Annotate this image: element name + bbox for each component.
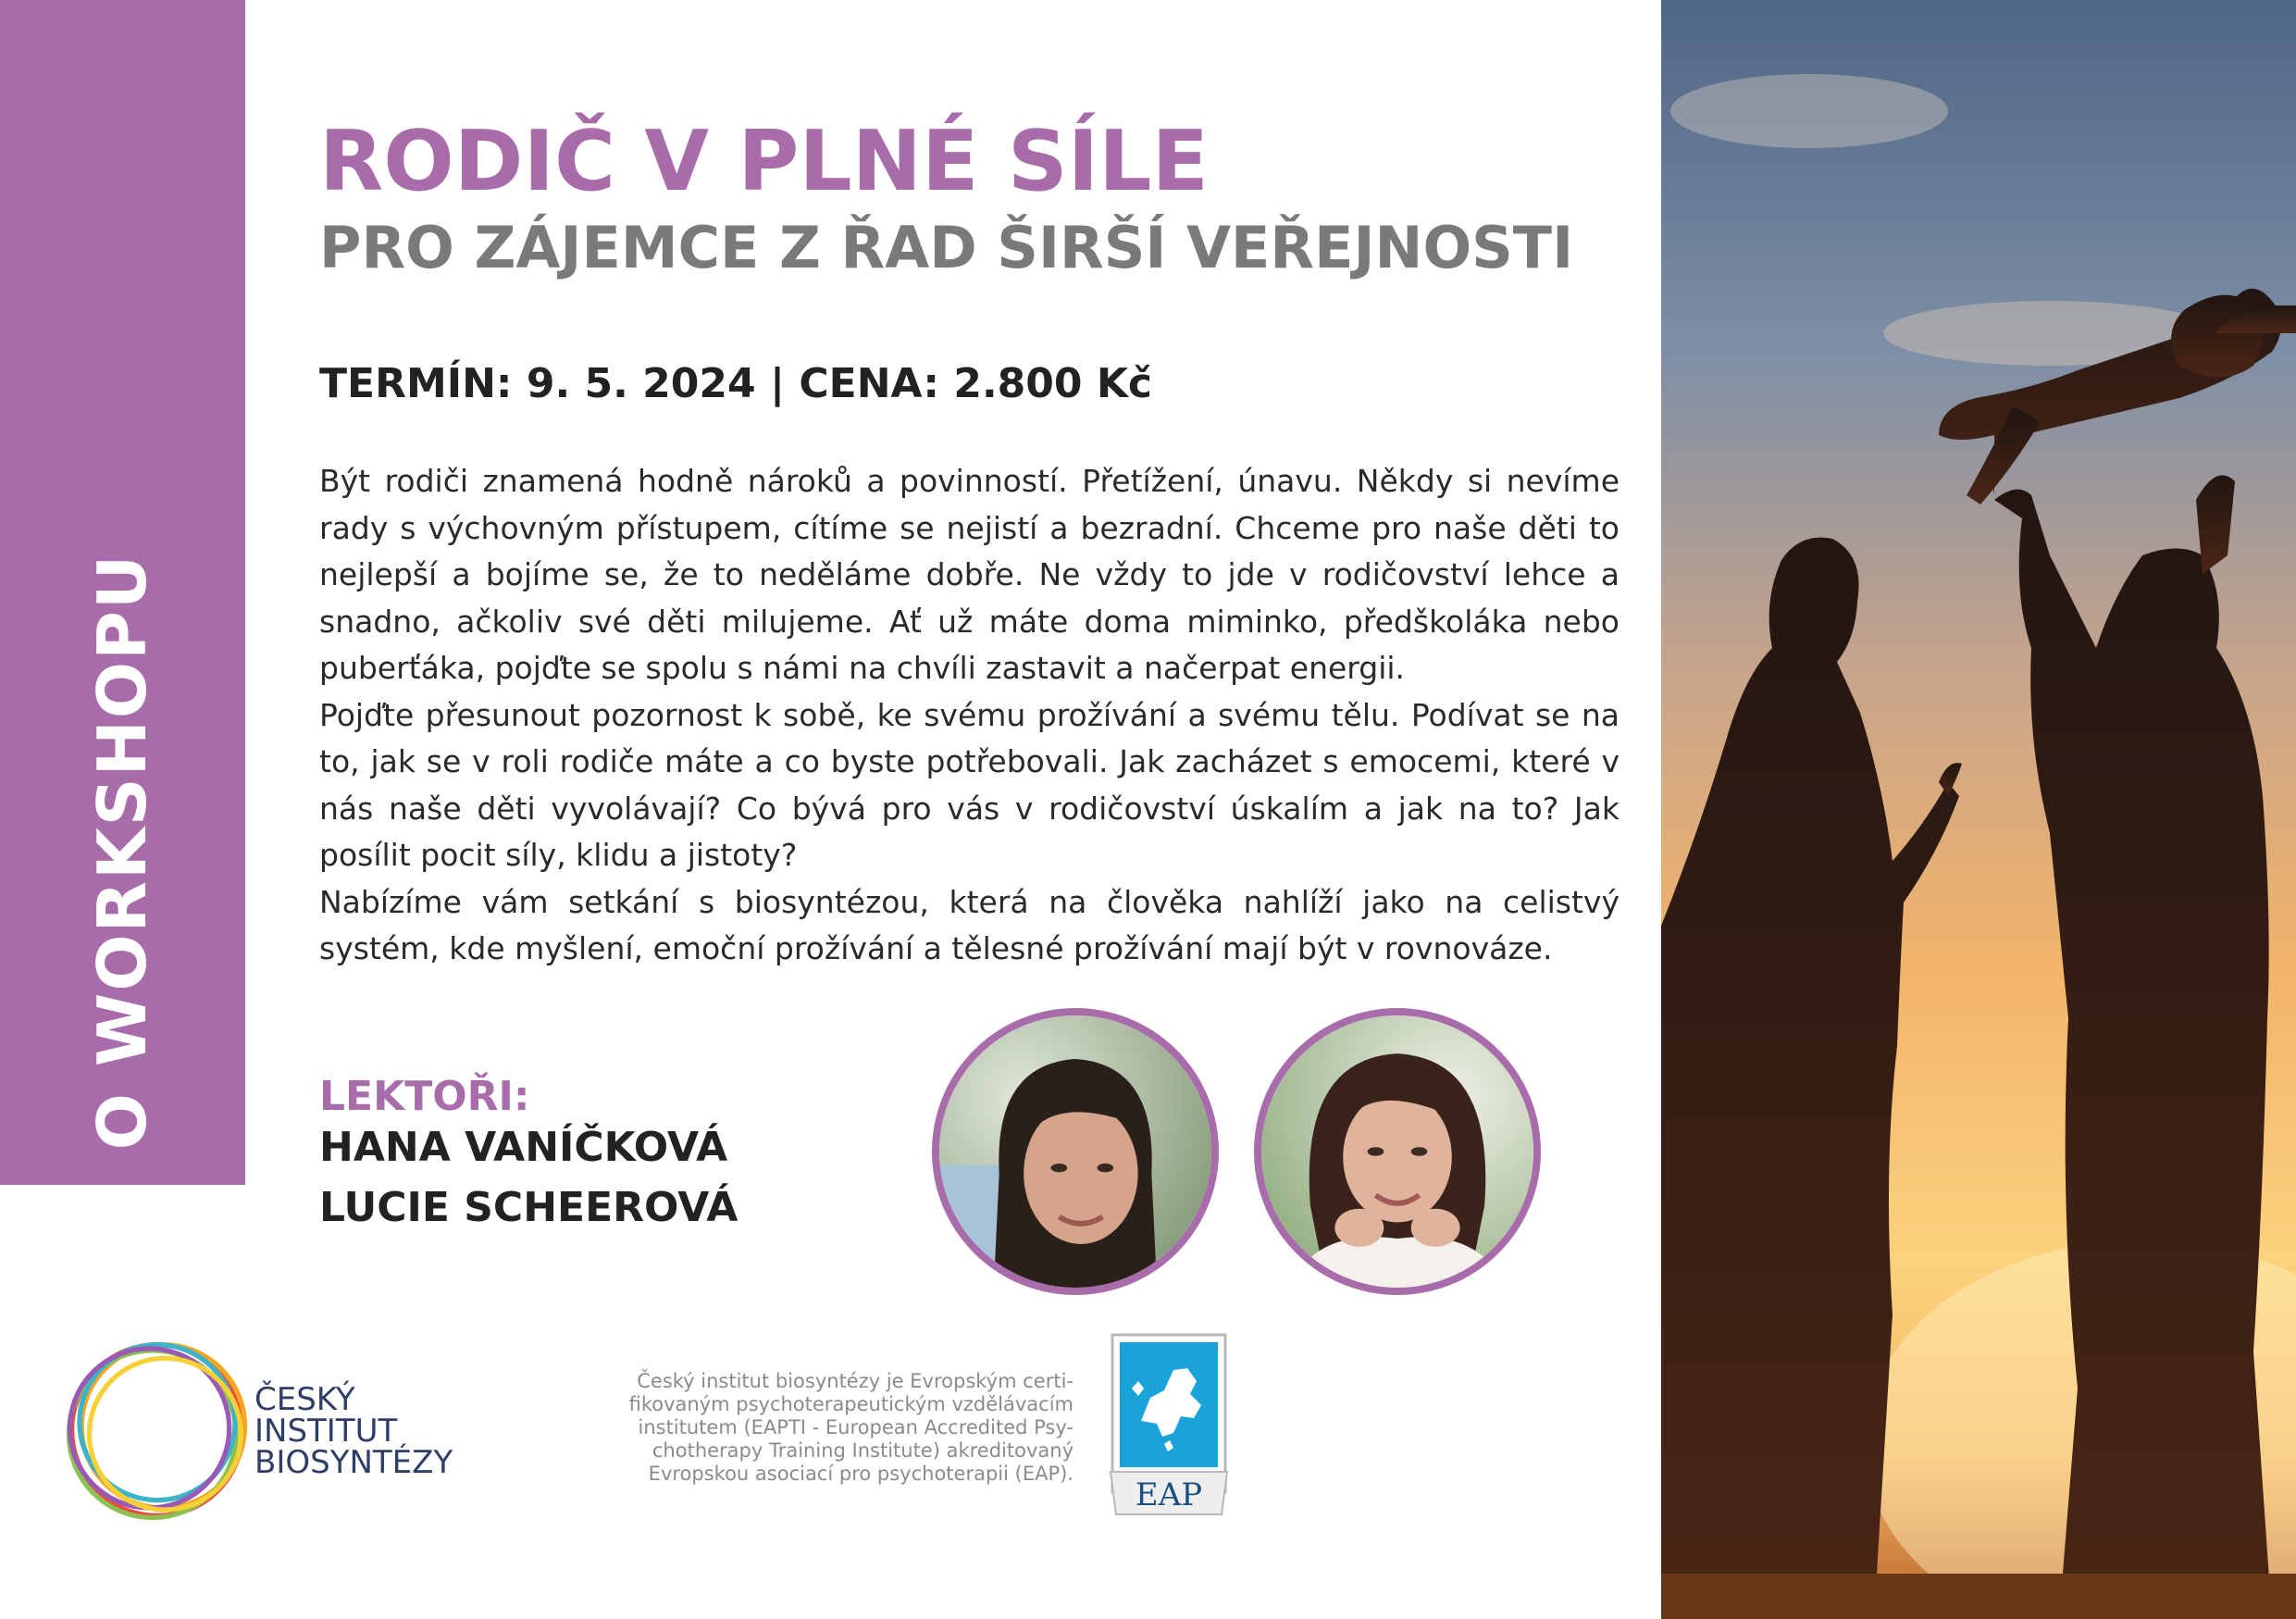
date-label: TERMÍN: bbox=[319, 360, 513, 407]
side-label: O WORKSHOPU bbox=[83, 553, 161, 1151]
institute-wordmark bbox=[254, 1381, 453, 1481]
accreditation-line: Evropskou asociací pro psychoterapii (EAP). bbox=[648, 1463, 1074, 1485]
europe-map-logo bbox=[1109, 1333, 1229, 1518]
page-title: RODIČ V PLNÉ SÍLE bbox=[319, 113, 1209, 210]
lecturer-name: HANA VANÍČKOVÁ bbox=[319, 1124, 728, 1171]
lecturer-portrait bbox=[932, 1008, 1219, 1295]
price-label: CENA: bbox=[799, 360, 939, 407]
date-value: 9. 5. 2024 bbox=[526, 360, 756, 407]
separator: | bbox=[769, 360, 786, 407]
lecturers-heading: LEKTOŘI: bbox=[319, 1073, 530, 1120]
hero-photo-silhouette bbox=[1661, 0, 2296, 1619]
price-value: 2.800 Kč bbox=[953, 360, 1152, 407]
page-subtitle: PRO ZÁJEMCE Z ŘAD ŠIRŠÍ VEŘEJNOSTI bbox=[319, 214, 1574, 281]
description bbox=[319, 458, 1620, 973]
accreditation-line: institutem (EAPTI - European Accredited Psy- bbox=[638, 1416, 1074, 1438]
lecturer-name: LUCIE SCHEEROVÁ bbox=[319, 1184, 738, 1231]
accreditation-line: chotherapy Training Institute) akreditovaný bbox=[652, 1439, 1074, 1462]
description-paragraph: Být rodiči znamená hodně nároků a povinností. Přetížení, únavu. Někdy si nevíme rady s výchovným přístupem, cítíme se nejistí a bezradní. Chceme pro naše děti to nejlepší a bojíme se, že to neděláme dobře. Ne vždy to jde v rodičovství lehce a snadno, ačkoliv své děti milujeme. Ať už máte doma miminko, předškoláka nebo puberťáka, pojďte se spolu s námi na chvíli zastavit a načerpat energii. bbox=[319, 463, 1620, 686]
wordmark-line: BIOSYNTÉZY bbox=[254, 1444, 453, 1481]
description-paragraph: Pojďte přesunout pozornost k sobě, ke svému prožívání a svému tělu. Podívat se na to, jak se v roli rodiče máte a co byste potřebovali. Jak zacházet s emocemi, které v nás naše děti vyvolávají? Co bývá pro vás v rodičovství úskalím a jak na to? Jak posílit pocit síly, klidu a jistoty? bbox=[319, 696, 1620, 873]
accreditation-note bbox=[555, 1370, 1074, 1486]
colorful-rings-logo bbox=[60, 1333, 254, 1527]
wordmark-line: INSTITUT bbox=[254, 1413, 398, 1450]
eap-label: EAP bbox=[1135, 1476, 1203, 1513]
lecturer-portrait bbox=[1254, 1008, 1541, 1295]
event-info bbox=[319, 356, 1152, 412]
side-band bbox=[0, 0, 245, 1185]
description-paragraph: Nabízíme vám setkání s biosyntézou, která na člověka nahlíží jako na celistvý systém, kde myšlení, emoční prožívání a tělesné prožívání mají být v rovnováze. bbox=[319, 883, 1620, 966]
wordmark-line: ČESKÝ bbox=[254, 1381, 355, 1418]
accreditation-line: Český institut biosyntézy je Evropským certi- bbox=[637, 1370, 1074, 1392]
accreditation-line: fikovaným psychoterapeutickým vzdělávacím bbox=[628, 1393, 1074, 1415]
